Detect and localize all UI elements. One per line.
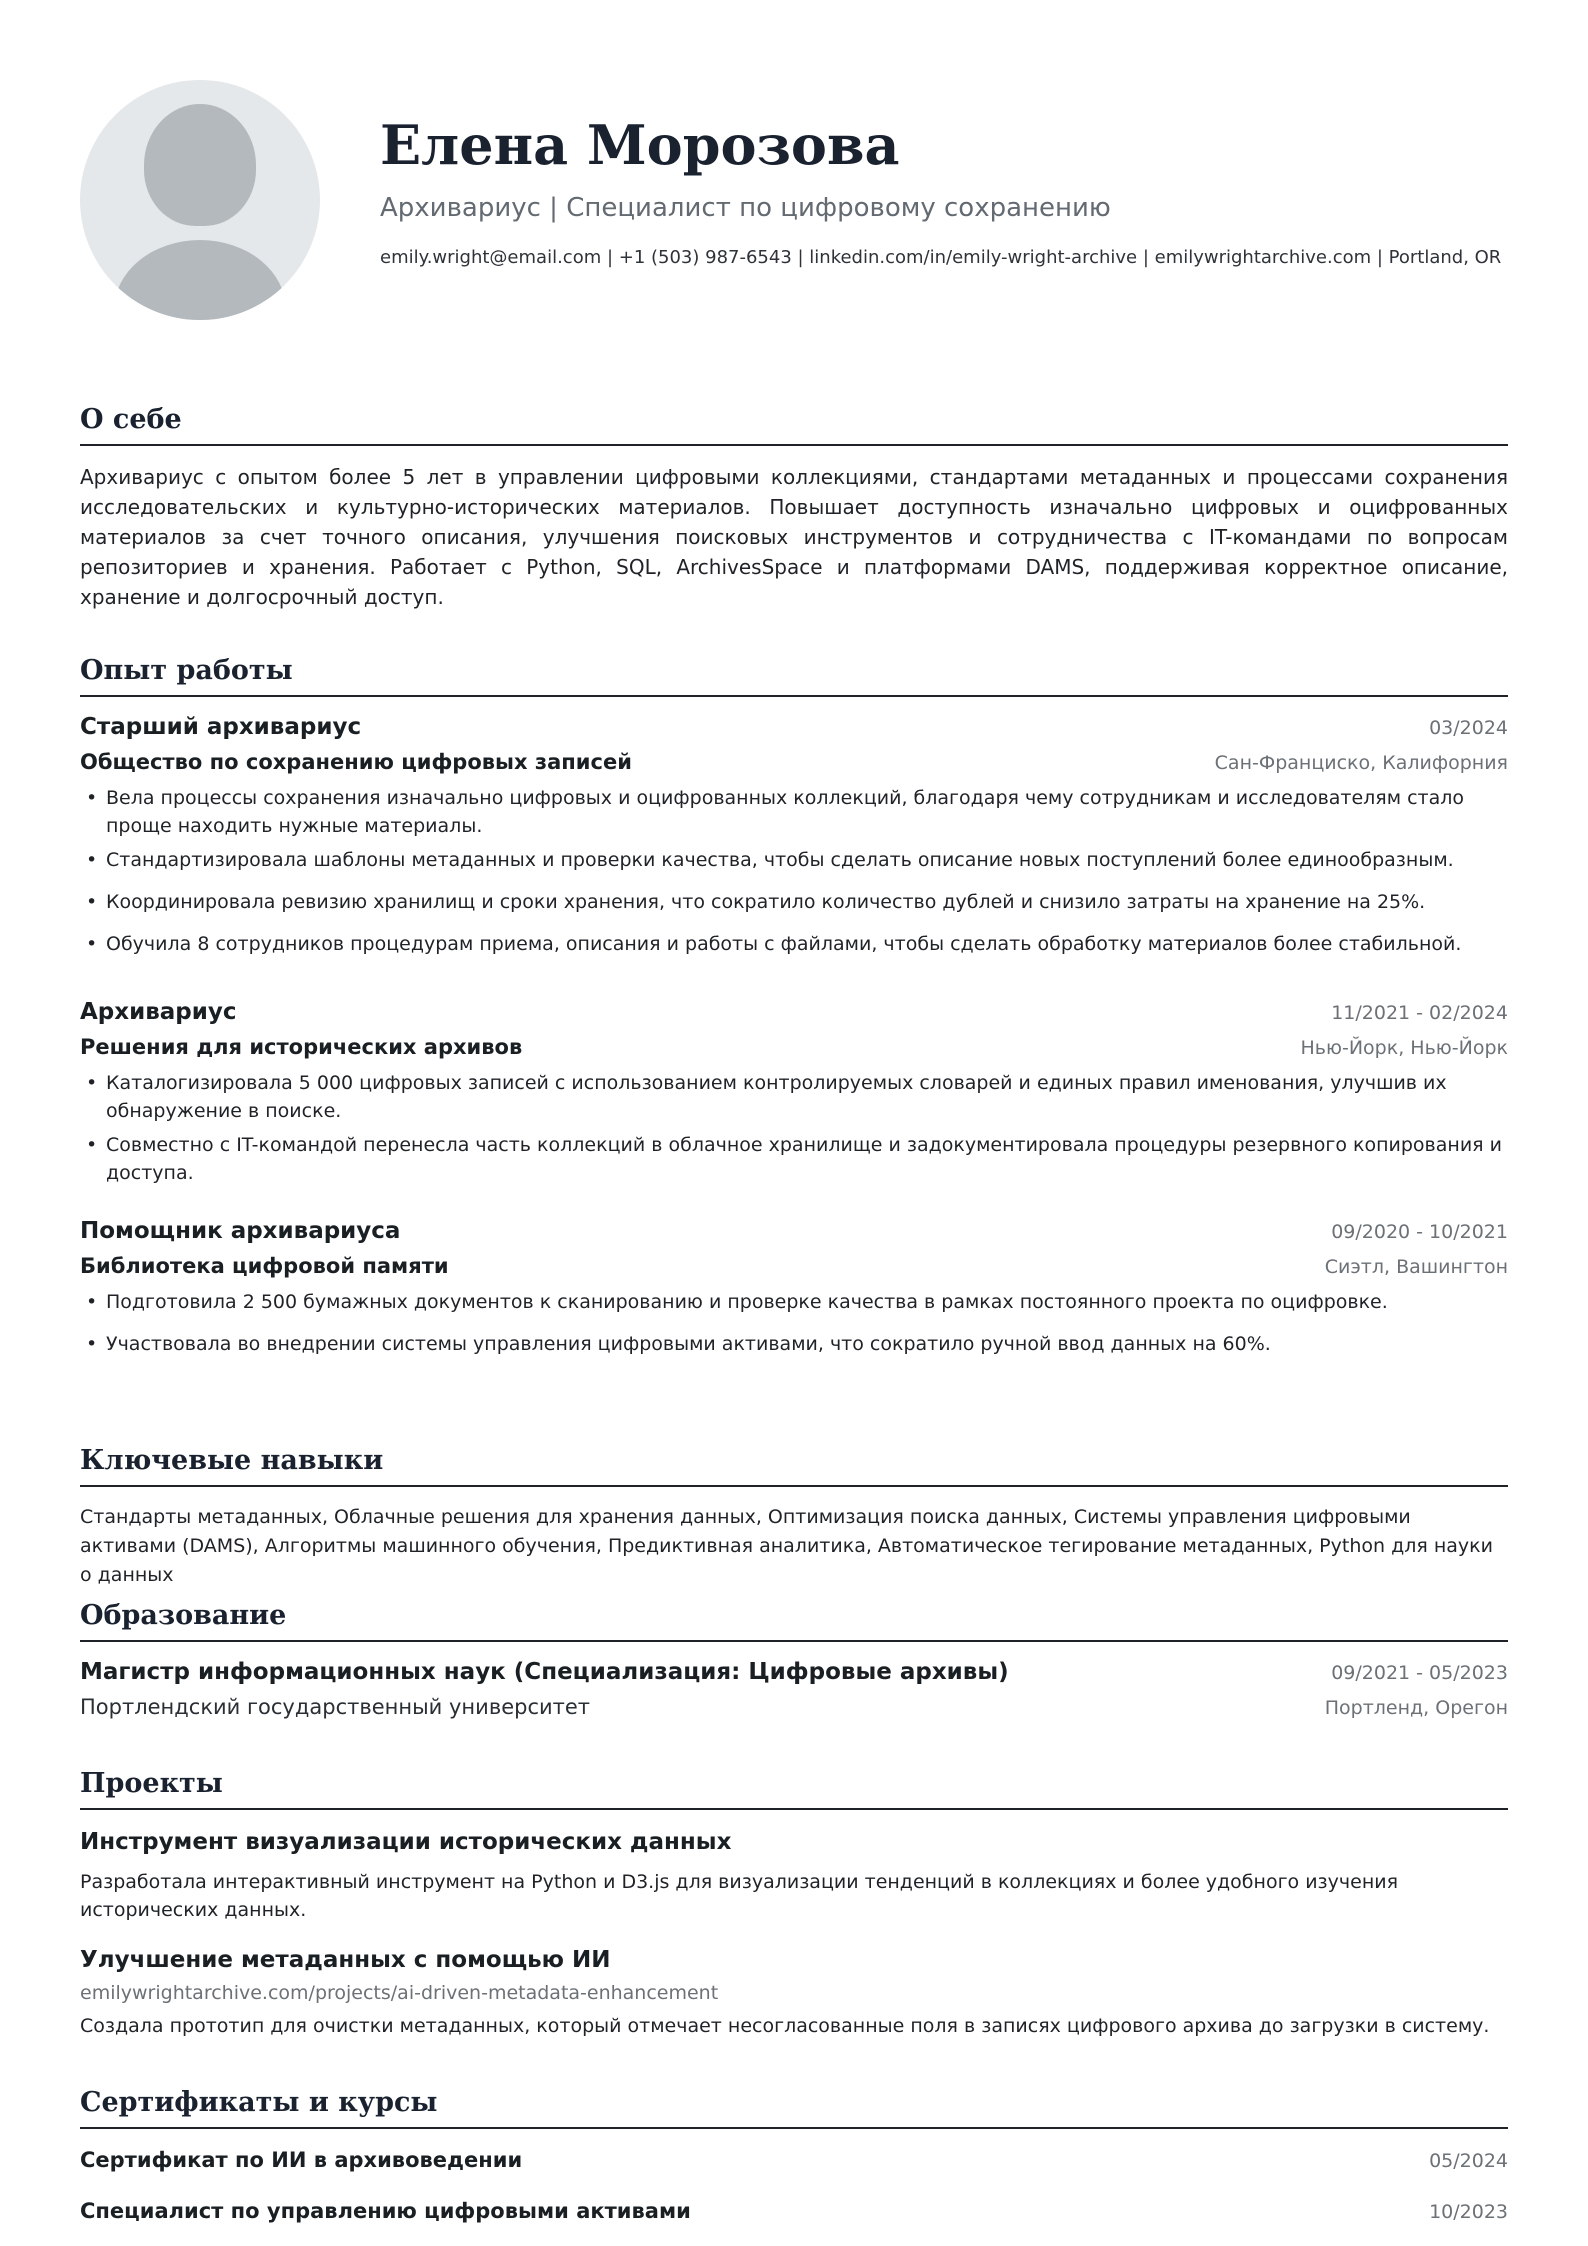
list-item: • Координировала ревизию хранилищ и сроки хранения, что сократило количество дублей и снизило затраты на хранение на 25%. xyxy=(106,888,1508,916)
job-dates: 11/2021 - 02/2024 xyxy=(1331,1002,1508,1024)
avatar-shoulders xyxy=(114,240,286,320)
certification-entry xyxy=(80,2143,1508,2178)
project-title: Инструмент визуализации исторических данных xyxy=(80,1829,732,1855)
education-section xyxy=(80,1598,1508,1725)
candidate-name: Елена Морозова xyxy=(380,113,900,177)
certification-date: 10/2023 xyxy=(1429,2201,1508,2223)
certification-date: 05/2024 xyxy=(1429,2150,1508,2172)
job-company: Решения для исторических архивов xyxy=(80,1035,523,1059)
project-title: Улучшение метаданных с помощью ИИ xyxy=(80,1947,611,1973)
section-title: Проекты xyxy=(80,1766,1508,1810)
certification-title: Специалист по управлению цифровыми активами xyxy=(80,2199,691,2223)
job-location: Сан-Франциско, Калифорния xyxy=(1214,752,1508,774)
education-dates: 09/2021 - 05/2023 xyxy=(1331,1662,1508,1684)
summary-text: Архивариус с опытом более 5 лет в управлении цифровыми коллекциями, стандартами метаданных и процессами сохранения исследовательских и культурно-исторических материалов. Повышает доступность изначально цифровых и оцифрованных материалов за счет точного описания, улучшения поисковых инструментов и сотрудничества с IT-командами по вопросам репозиториев и хранения. Работает с Python, SQL, ArchivesSpace и платформами DAMS, поддерживая корректное описание, хранение и долгосрочный доступ. xyxy=(80,465,1508,609)
project-description: Разработала интерактивный инструмент на Python и D3.js для визуализации тенденций в коллекциях и более удобного изучения исторических данных. xyxy=(80,1871,1399,1921)
education-location: Портленд, Орегон xyxy=(1324,1697,1508,1719)
skills-text: Стандарты метаданных, Облачные решения для хранения данных, Оптимизация поиска данных, Системы управления цифровыми активами (DAMS), Алгоритмы машинного обучения, Предиктивная аналитика, Автоматическое тегирование метаданных, Python для науки о данных xyxy=(80,1506,1493,1586)
job-dates: 09/2020 - 10/2021 xyxy=(1331,1221,1508,1243)
list-item: • Подготовила 2 500 бумажных документов к сканированию и проверке качества в рамках постоянного проекта по оцифровке. xyxy=(106,1288,1508,1316)
section-title: Сертификаты и курсы xyxy=(80,2085,1508,2129)
certification-entry xyxy=(80,2194,1508,2229)
section-title: Ключевые навыки xyxy=(80,1443,1508,1487)
section-title: О себе xyxy=(80,402,1508,446)
project-entry xyxy=(80,1824,1508,1924)
certifications-section xyxy=(80,2085,1508,2229)
resume-header xyxy=(380,110,1508,272)
project-description: Создала прототип для очистки метаданных, который отмечает несогласованные поля в записях цифрового архива до загрузки в систему. xyxy=(80,2015,1490,2037)
project-link[interactable]: emilywrightarchive.com/projects/ai-driven-metadata-enhancement xyxy=(80,1982,719,2004)
job-bullets xyxy=(80,784,1508,958)
list-item: • Участвовала во внедрении системы управления цифровыми активами, что сократило ручной ввод данных на 60%. xyxy=(106,1330,1508,1358)
section-title: Опыт работы xyxy=(80,653,1508,697)
education-university: Портлендский государственный университет xyxy=(80,1695,591,1719)
skills-section xyxy=(80,1443,1508,1590)
project-entry xyxy=(80,1942,1508,2040)
job-entry xyxy=(80,994,1508,1187)
job-location: Сиэтл, Вашингтон xyxy=(1324,1256,1508,1278)
job-bullets xyxy=(80,1069,1508,1187)
job-dates: 03/2024 xyxy=(1429,717,1508,739)
job-entry xyxy=(80,1213,1508,1358)
candidate-role: Архивариус | Специалист по цифровому сохранению xyxy=(380,193,1111,223)
projects-section xyxy=(80,1766,1508,2040)
job-company: Библиотека цифровой памяти xyxy=(80,1254,449,1278)
certification-title: Сертификат по ИИ в архивоведении xyxy=(80,2148,523,2172)
avatar xyxy=(80,80,320,320)
summary-section xyxy=(80,402,1508,612)
job-location: Нью-Йорк, Нью-Йорк xyxy=(1300,1037,1508,1059)
list-item: • Вела процессы сохранения изначально цифровых и оцифрованных коллекций, благодаря чему сотрудникам и исследователям стало проще находить нужные материалы. xyxy=(106,784,1508,840)
job-title: Старший архивариус xyxy=(80,714,362,740)
job-bullets xyxy=(80,1288,1508,1358)
list-item: • Обучила 8 сотрудников процедурам приема, описания и работы с файлами, чтобы сделать обработку материалов более стабильной. xyxy=(106,930,1508,958)
list-item: • Стандартизировала шаблоны метаданных и проверки качества, чтобы сделать описание новых поступлений более единообразным. xyxy=(106,846,1508,874)
contact-line: emily.wright@email.com | +1 (503) 987-6543 | linkedin.com/in/emily-wright-archive | emilywrightarchive.com | Portland, OR xyxy=(380,247,1502,268)
job-title: Помощник архивариуса xyxy=(80,1218,401,1244)
job-company: Общество по сохранению цифровых записей xyxy=(80,750,632,774)
section-title: Образование xyxy=(80,1598,1508,1642)
avatar-head xyxy=(144,104,256,226)
list-item: • Совместно с IT-командой перенесла часть коллекций в облачное хранилище и задокументировала процедуры резервного копирования и доступа. xyxy=(106,1131,1508,1187)
experience-section xyxy=(80,653,1508,1372)
job-entry xyxy=(80,709,1508,958)
list-item: • Каталогизировала 5 000 цифровых записей с использованием контролируемых словарей и единых правил именования, улучшив их обнаружение в поиске. xyxy=(106,1069,1508,1125)
education-degree: Магистр информационных наук (Специализация: Цифровые архивы) xyxy=(80,1659,1009,1685)
job-title: Архивариус xyxy=(80,999,237,1025)
